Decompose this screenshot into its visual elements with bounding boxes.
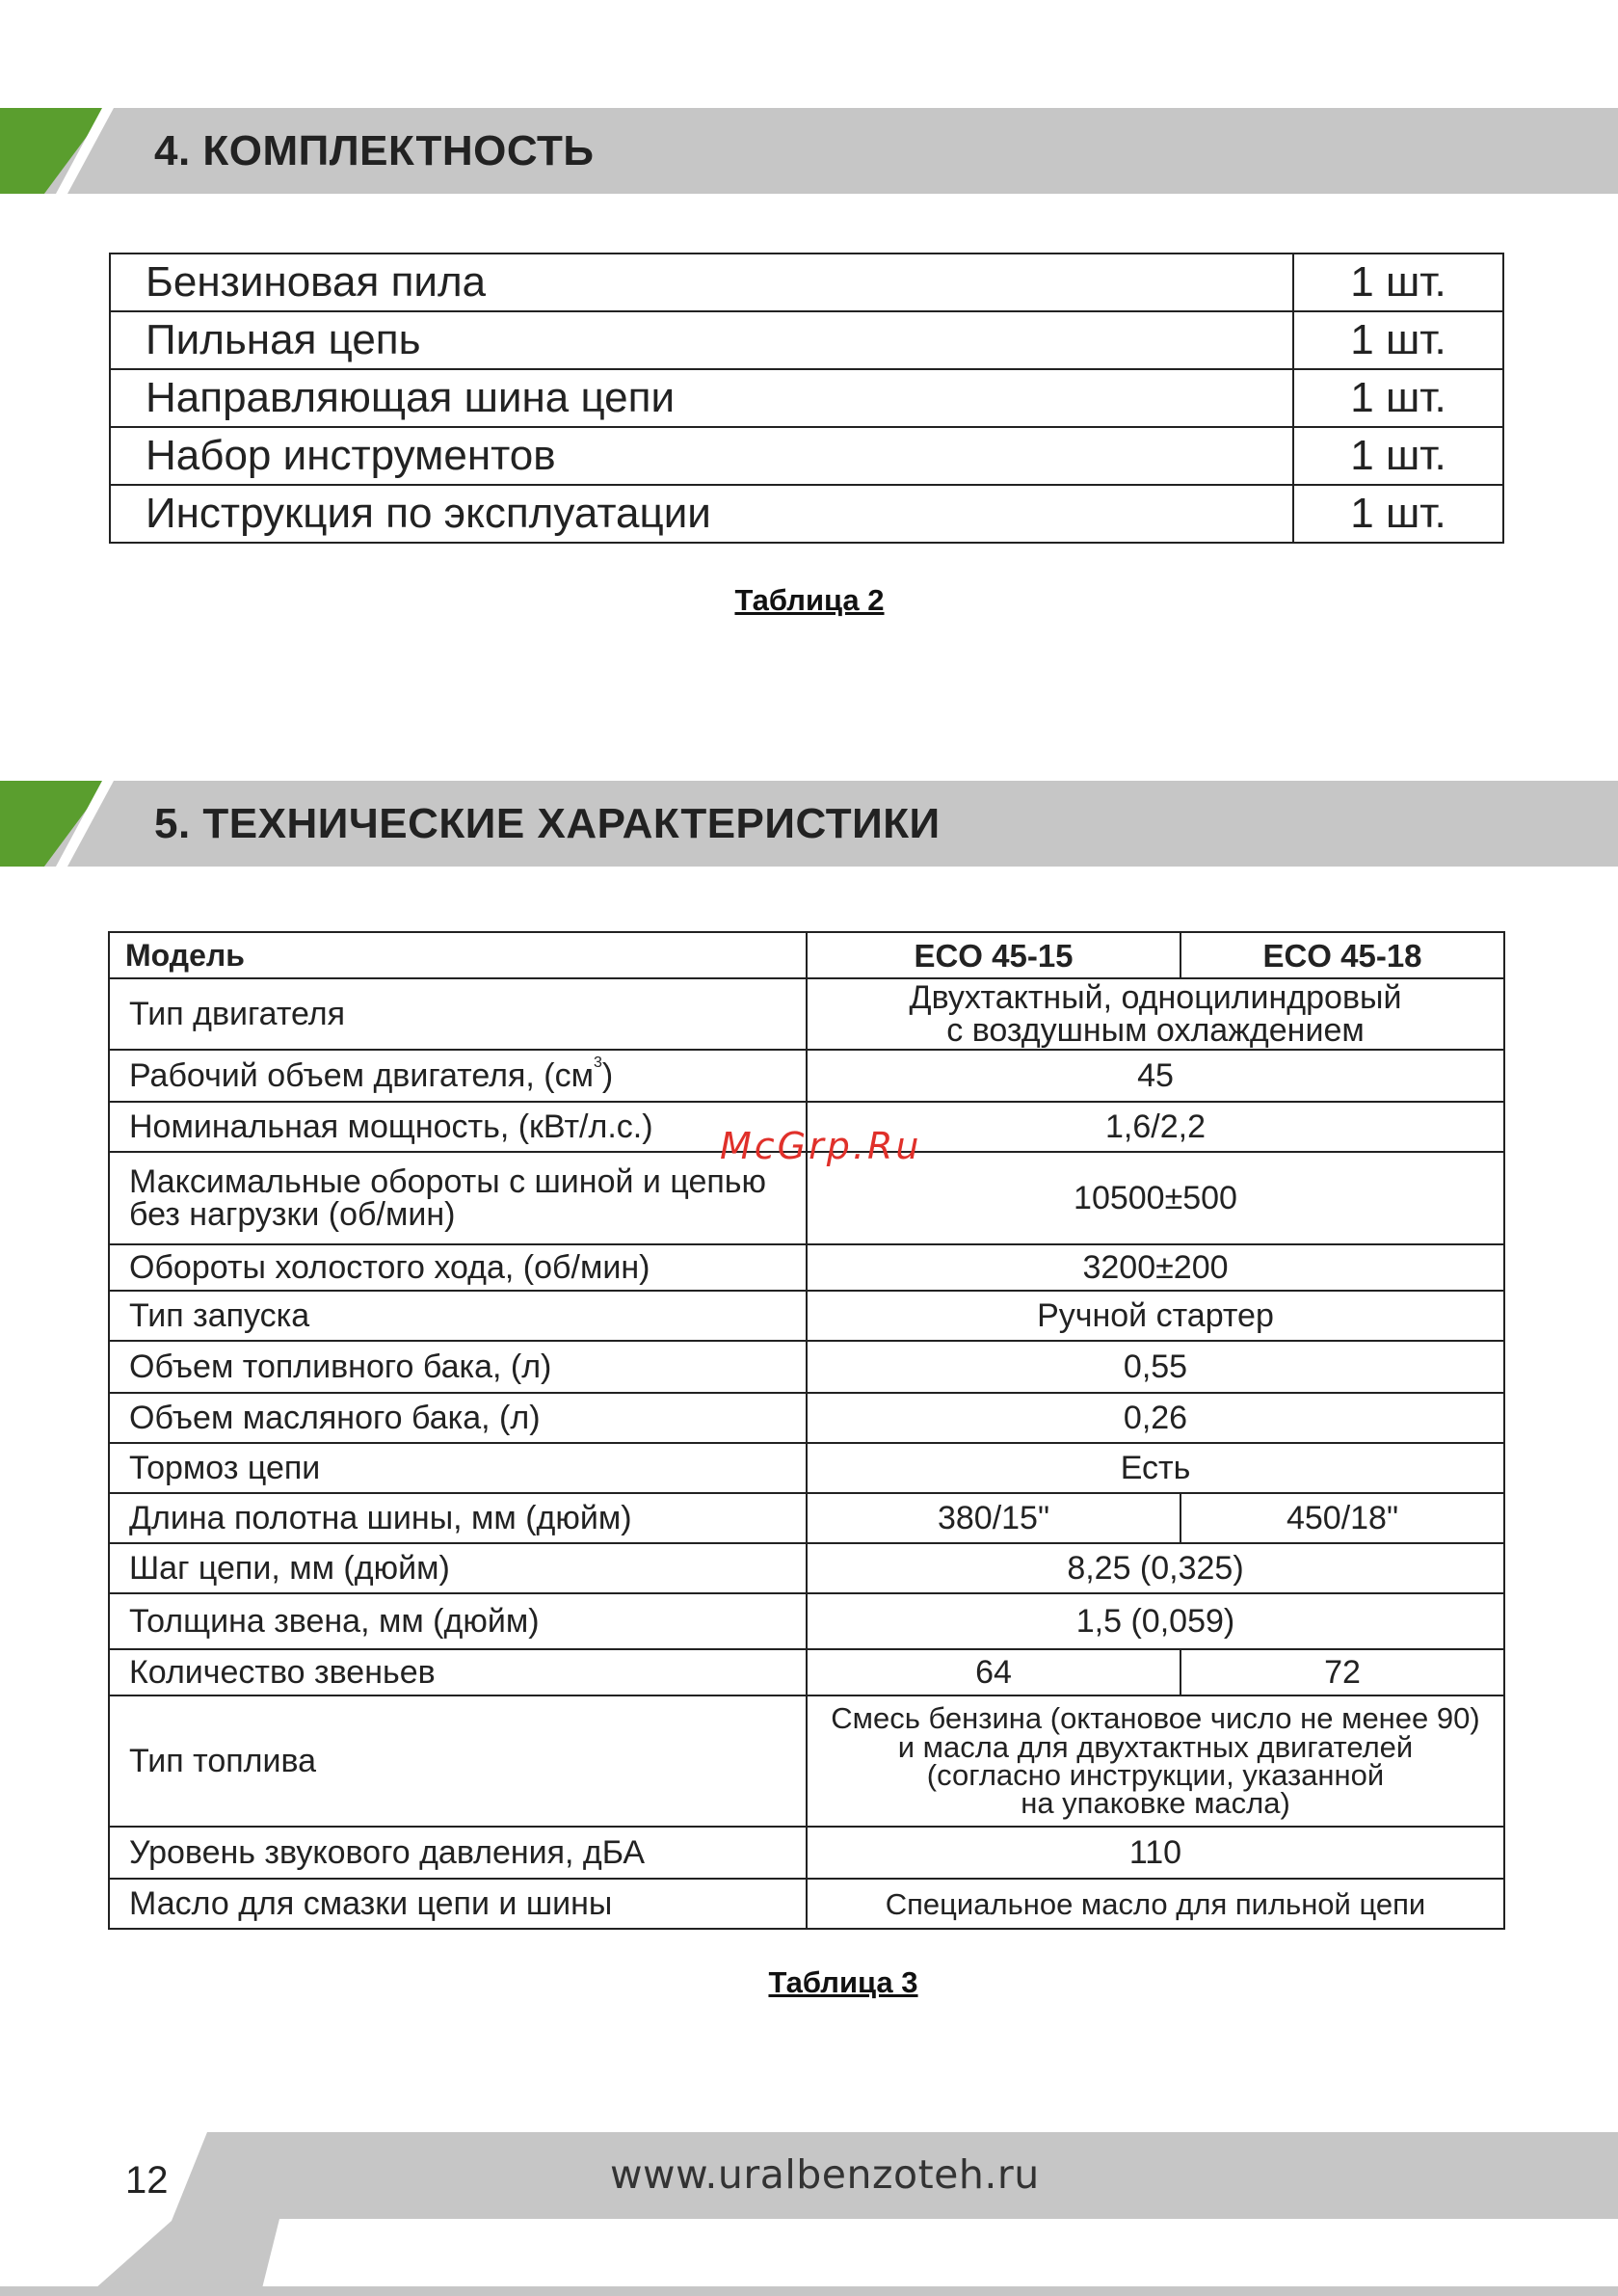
header-model: Модель	[109, 932, 807, 978]
kit-item-name: Инструкция по эксплуатации	[110, 485, 1293, 543]
watermark: McGrp.Ru	[720, 1125, 922, 1167]
footer-bottom-strip	[0, 2286, 1618, 2296]
table-row	[110, 311, 1503, 369]
footer-band-inner	[260, 2219, 1618, 2296]
kit-item-name: Набор инструментов	[110, 427, 1293, 485]
table-row	[109, 978, 1504, 1050]
value-engine-type	[807, 978, 1504, 1050]
table-row	[109, 1393, 1504, 1443]
param-fuel-tank: Объем топливного бака, (л)	[109, 1341, 807, 1393]
value-displacement: 45	[807, 1050, 1504, 1102]
value-chain-pitch: 8,25 (0,325)	[807, 1543, 1504, 1593]
value-fuel-type	[807, 1695, 1504, 1827]
kit-item-qty: 1 шт.	[1293, 311, 1503, 369]
value-fuel-tank: 0,55	[807, 1341, 1504, 1393]
table-row	[109, 1649, 1504, 1695]
param-link-thickness: Толщина звена, мм (дюйм)	[109, 1593, 807, 1649]
table-row	[109, 1291, 1504, 1341]
section-5-title: 5. ТЕХНИЧЕСКИЕ ХАРАКТЕРИСТИКИ	[154, 800, 941, 847]
value-line: Смесь бензина (октановое число не менее 90)	[831, 1701, 1480, 1736]
table-row	[109, 1593, 1504, 1649]
value-max-rpm: 10500±500	[807, 1152, 1504, 1244]
param-line: без нагрузки (об/мин)	[129, 1196, 456, 1233]
table-row	[109, 1341, 1504, 1393]
value-chain-oil: Специальное масло для пильной цепи	[807, 1879, 1504, 1929]
param-chain-brake: Тормоз цепи	[109, 1443, 807, 1493]
table-row	[109, 1443, 1504, 1493]
param-text: )	[601, 1057, 614, 1094]
table-3-caption: Таблица 3	[768, 1965, 918, 1999]
table-2-caption: Таблица 2	[734, 583, 885, 617]
kit-item-qty: 1 шт.	[1293, 369, 1503, 427]
header-model-b: ECO 45-18	[1180, 932, 1504, 978]
value-bar-length-b: 450/18"	[1180, 1493, 1504, 1543]
table-row	[109, 1695, 1504, 1827]
kit-item-qty: 1 шт.	[1293, 485, 1503, 543]
table-header-row	[109, 932, 1504, 978]
value-line: (согласно инструкции, указанной	[926, 1758, 1385, 1792]
value-link-count-a: 64	[807, 1649, 1180, 1695]
kit-item-qty: 1 шт.	[1293, 254, 1503, 311]
value-link-thickness: 1,5 (0,059)	[807, 1593, 1504, 1649]
param-displacement	[109, 1050, 807, 1102]
table-row	[110, 369, 1503, 427]
spec-table	[108, 931, 1505, 1930]
value-bar-length-a: 380/15"	[807, 1493, 1180, 1543]
table-row	[109, 1493, 1504, 1543]
param-link-count: Количество звеньев	[109, 1649, 807, 1695]
table-row	[110, 427, 1503, 485]
header-model-a: ECO 45-15	[807, 932, 1180, 978]
param-sound: Уровень звукового давления, дБА	[109, 1827, 807, 1879]
value-power: 1,6/2,2	[807, 1102, 1504, 1152]
kit-item-name: Пильная цепь	[110, 311, 1293, 369]
table-row	[110, 485, 1503, 543]
section-4-header	[0, 108, 1618, 194]
page-number: 12	[125, 2159, 169, 2202]
section-5-header	[0, 781, 1618, 867]
param-fuel-type: Тип топлива	[109, 1695, 807, 1827]
value-chain-brake: Есть	[807, 1443, 1504, 1493]
kit-item-qty: 1 шт.	[1293, 427, 1503, 485]
website-link[interactable]: www.uralbenzoteh.ru	[610, 2151, 1040, 2198]
section-4-title: 4. КОМПЛЕКТНОСТЬ	[154, 127, 595, 174]
value-line: с воздушным охлаждением	[946, 1012, 1365, 1049]
value-start-type: Ручной стартер	[807, 1291, 1504, 1341]
value-oil-tank: 0,26	[807, 1393, 1504, 1443]
table-row	[109, 1244, 1504, 1291]
param-idle-rpm: Обороты холостого хода, (об/мин)	[109, 1244, 807, 1291]
param-power: Номинальная мощность, (кВт/л.с.)	[109, 1102, 807, 1152]
value-idle-rpm: 3200±200	[807, 1244, 1504, 1291]
value-line: Двухтактный, одноцилиндровый	[909, 979, 1402, 1016]
value-line: и масла для двухтактных двигателей	[897, 1729, 1414, 1764]
superscript: 3	[594, 1055, 602, 1071]
param-engine-type: Тип двигателя	[109, 978, 807, 1050]
param-chain-oil: Масло для смазки цепи и шины	[109, 1879, 807, 1929]
table-row	[109, 1827, 1504, 1879]
param-text: Рабочий объем двигателя, (см	[129, 1057, 594, 1094]
value-line: на упаковке масла)	[1021, 1786, 1290, 1821]
table-row	[109, 1050, 1504, 1102]
table-row	[109, 1543, 1504, 1593]
param-oil-tank: Объем масляного бака, (л)	[109, 1393, 807, 1443]
value-sound: 110	[807, 1827, 1504, 1879]
kit-item-name: Направляющая шина цепи	[110, 369, 1293, 427]
value-link-count-b: 72	[1180, 1649, 1504, 1695]
param-bar-length: Длина полотна шины, мм (дюйм)	[109, 1493, 807, 1543]
kit-item-name: Бензиновая пила	[110, 254, 1293, 311]
table-row	[109, 1879, 1504, 1929]
param-chain-pitch: Шаг цепи, мм (дюйм)	[109, 1543, 807, 1593]
param-max-rpm	[109, 1152, 807, 1244]
param-start-type: Тип запуска	[109, 1291, 807, 1341]
param-line: Максимальные обороты с шиной и цепью	[129, 1163, 766, 1200]
kit-table	[109, 253, 1504, 544]
table-row	[110, 254, 1503, 311]
